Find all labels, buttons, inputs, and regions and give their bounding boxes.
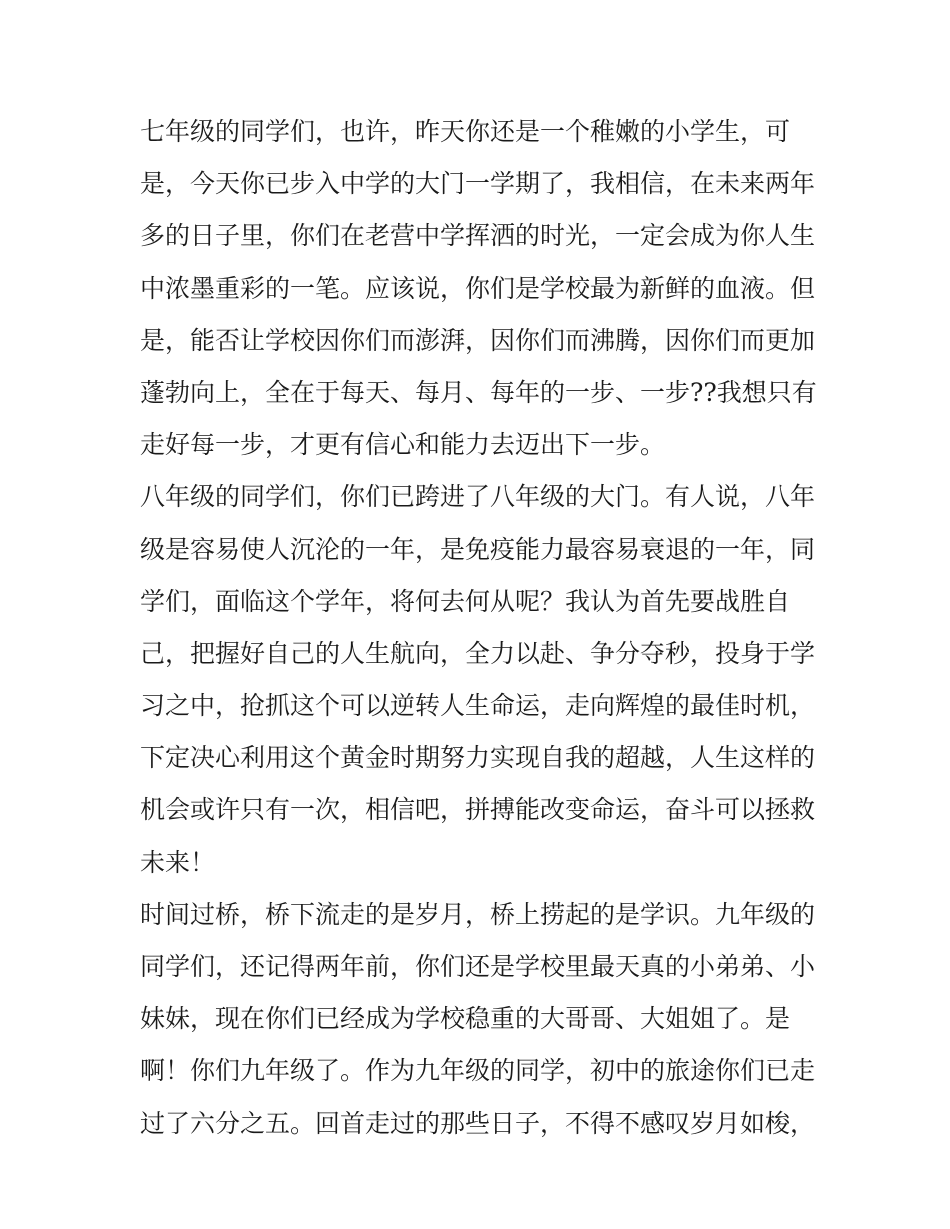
text-line: 过了六分之五。回首走过的那些日子，不得不感叹岁月如梭， — [140, 1108, 816, 1138]
text-line: 级是容易使人沉沦的一年，是免疫能力最容易衰退的一年，同 — [140, 534, 816, 564]
text-line: 学们，面临这个学年，将何去何从呢？我认为首先要战胜自 — [140, 586, 791, 616]
text-line: 时间过桥，桥下流走的是岁月，桥上捞起的是学识。九年级的 — [140, 899, 816, 929]
text-line: 是，今天你已步入中学的大门一学期了，我相信，在未来两年 — [140, 169, 816, 199]
text-line: 八年级的同学们，你们已跨进了八年级的大门。有人说，八年 — [140, 482, 816, 512]
text-line: 下定决心利用这个黄金时期努力实现自我的超越，人生这样的 — [140, 743, 816, 773]
document-body — [140, 106, 820, 1150]
text-line: 中浓墨重彩的一笔。应该说，你们是学校最为新鲜的血液。但 — [140, 273, 816, 303]
text-line: 蓬勃向上，全在于每天、每月、每年的一步、一步??我想只有 — [140, 377, 817, 407]
text-line: 己，把握好自己的人生航向，全力以赴、争分夺秒，投身于学 — [140, 638, 816, 668]
text-line: 多的日子里，你们在老营中学挥洒的时光，一定会成为你人生 — [140, 221, 816, 251]
text-line: 是，能否让学校因你们而澎湃，因你们而沸腾，因你们而更加 — [140, 325, 816, 355]
text-line: 习之中，抢抓这个可以逆转人生命运，走向辉煌的最佳时机， — [140, 691, 816, 721]
text-line: 同学们，还记得两年前，你们还是学校里最天真的小弟弟、小 — [140, 952, 816, 981]
text-line: 妹妹，现在你们已经成为学校稳重的大哥哥、大姐姐了。是 — [140, 1004, 791, 1034]
text-line: 啊！你们九年级了。作为九年级的同学，初中的旅途你们已走 — [140, 1056, 816, 1086]
text-line: 未来！ — [140, 847, 216, 877]
text-line: 机会或许只有一次，相信吧，拼搏能改变命运，奋斗可以拯救 — [140, 795, 816, 825]
text-line: 走好每一步，才更有信心和能力去迈出下一步。 — [140, 430, 666, 460]
text-line: 七年级的同学们，也许，昨天你还是一个稚嫩的小学生，可 — [140, 117, 791, 146]
